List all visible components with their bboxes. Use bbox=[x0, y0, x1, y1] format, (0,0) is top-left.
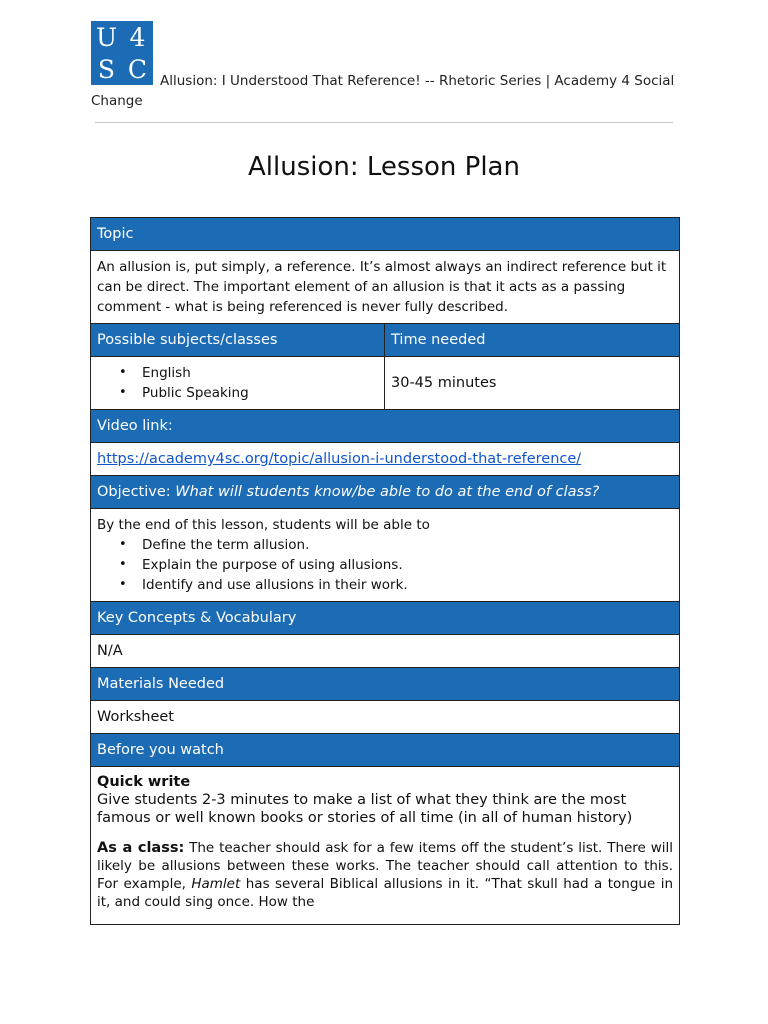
header-title: Allusion: I Understood That Reference! -- Rhetoric Series | Academy 4 Social Change bbox=[91, 73, 675, 109]
list-item: • English bbox=[119, 363, 378, 383]
topic-text: An allusion is, put simply, a reference. It’s almost always an indirect reference but it can be direct. The important element of an allusion is that it acts as a passing comment - what is being referenced is never fully described. bbox=[91, 251, 680, 324]
subjects-header: Possible subjects/classes bbox=[91, 324, 385, 357]
key-concepts-row bbox=[91, 635, 680, 668]
before-header-row bbox=[91, 734, 680, 767]
paragraph-spacer bbox=[97, 827, 673, 839]
video-row bbox=[91, 443, 680, 476]
as-a-class-text-2: has several Biblical allusions in it. “That skull had a tongue in it, and could sing once. How the bbox=[97, 876, 674, 910]
quick-write-heading: Quick write bbox=[97, 774, 191, 790]
subjects-time-header-row bbox=[91, 324, 680, 357]
video-header-row bbox=[91, 410, 680, 443]
topic-header: Topic bbox=[91, 218, 680, 251]
subjects-time-row bbox=[91, 357, 680, 410]
topic-header-row bbox=[91, 218, 680, 251]
key-concepts-value: N/A bbox=[91, 635, 680, 668]
time-value: 30-45 minutes bbox=[385, 357, 680, 410]
objective-label: Objective: bbox=[97, 484, 171, 500]
as-a-class-text-1: The teacher should ask for a few items off the student’s list. There will likely be allusions between these works. The teacher should call attention to this. For example, bbox=[97, 840, 674, 892]
hamlet-title: Hamlet bbox=[191, 876, 241, 892]
as-a-class-heading: As a class: bbox=[97, 840, 185, 856]
list-item: • Public Speaking bbox=[119, 383, 378, 403]
before-row bbox=[91, 767, 680, 925]
quick-write-block bbox=[97, 773, 673, 827]
quick-write-text: Give students 2-3 minutes to make a list of what they think are the most famous or well known books or stories of all time (in all of human history) bbox=[97, 792, 633, 826]
list-item: • Define the term allusion. bbox=[119, 535, 673, 555]
page-title: Allusion: Lesson Plan bbox=[248, 152, 520, 182]
logo-letter: S bbox=[97, 54, 116, 84]
video-link[interactable]: https://academy4sc.org/topic/allusion-i-understood-that-reference/ bbox=[97, 451, 582, 467]
materials-row bbox=[91, 701, 680, 734]
objective-header bbox=[91, 476, 680, 509]
before-cell bbox=[91, 767, 680, 925]
objective-row bbox=[91, 509, 680, 602]
objective-intro: By the end of this lesson, students will be able to bbox=[97, 517, 430, 533]
list-item: • Identify and use allusions in their work. bbox=[119, 575, 673, 595]
video-header: Video link: bbox=[91, 410, 680, 443]
lesson-plan-table bbox=[90, 217, 680, 925]
key-concepts-header-row bbox=[91, 602, 680, 635]
materials-header-row bbox=[91, 668, 680, 701]
header-divider bbox=[95, 122, 673, 123]
materials-value: Worksheet bbox=[91, 701, 680, 734]
as-a-class-paragraph bbox=[97, 839, 673, 911]
subjects-cell bbox=[91, 357, 385, 410]
before-header: Before you watch bbox=[91, 734, 680, 767]
time-header: Time needed bbox=[385, 324, 680, 357]
list-item: • Explain the purpose of using allusions. bbox=[119, 555, 673, 575]
topic-row bbox=[91, 251, 680, 324]
logo-letter: 4 bbox=[129, 22, 146, 52]
subjects-list bbox=[97, 363, 378, 403]
objective-cell bbox=[91, 509, 680, 602]
logo-letter: U bbox=[95, 22, 118, 52]
logo-letter: C bbox=[127, 54, 148, 84]
objective-question: What will students know/be able to do at the end of class? bbox=[175, 484, 600, 500]
key-concepts-header: Key Concepts & Vocabulary bbox=[91, 602, 680, 635]
video-cell bbox=[91, 443, 680, 476]
objective-header-row bbox=[91, 476, 680, 509]
objective-list bbox=[97, 535, 673, 595]
materials-header: Materials Needed bbox=[91, 668, 680, 701]
